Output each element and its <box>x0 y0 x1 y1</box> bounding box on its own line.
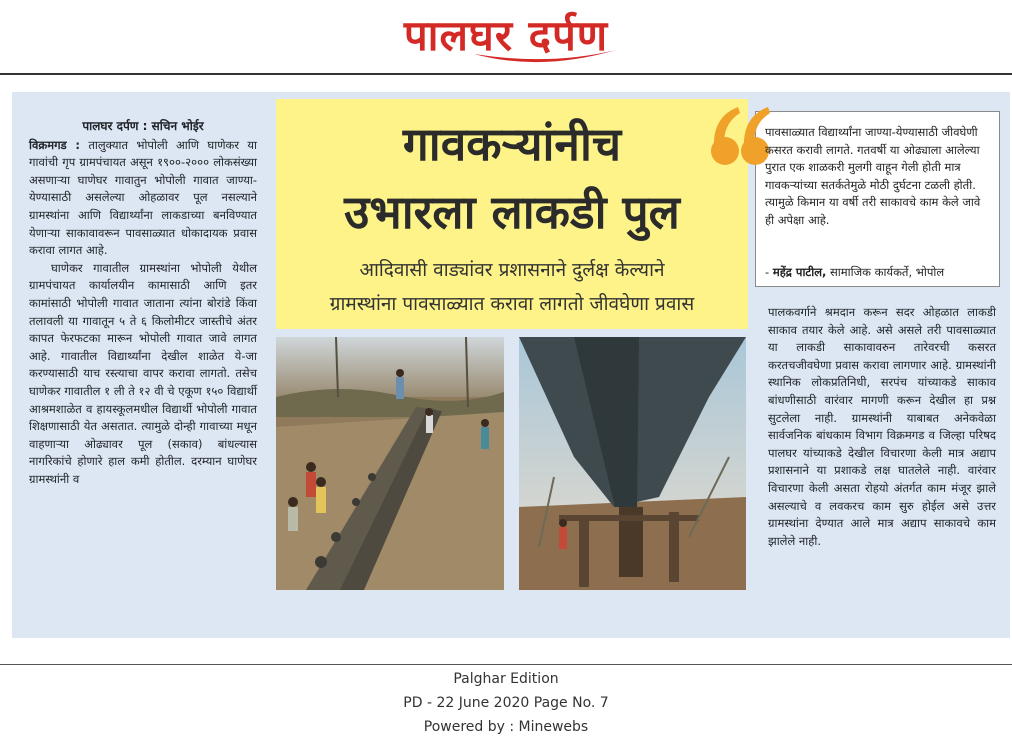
attribution-name: महेंद्र पाटील, <box>772 265 827 279</box>
article-column-right <box>768 304 996 550</box>
attribution-role: सामाजिक कार्यकर्ते, भोपोल <box>826 265 945 279</box>
pull-quote-text: पावसाळ्यात विद्यार्थ्यांना जाण्या-येण्यासाठी जीवघेणी कसरत करावी लागते. गतवर्षी या ओढ्याला आलेल्या पुरात एक शाळकरी मुलगी वाहून गेली होती मात्र गावकऱ्यांच्या सतर्कतेमुळे मोठी दुर्घटना टळली होती. त्यामुळे किमान या वर्षी तरी साकावचे काम केले जावे ही अपेक्षा आहे. <box>765 125 981 227</box>
newspaper-logo: पालघर दर्पण <box>403 11 609 60</box>
dateline: विक्रमगड : <box>29 137 80 152</box>
article-column-left <box>29 118 257 488</box>
logo-swoosh-icon <box>470 46 620 68</box>
article-paragraph <box>29 137 257 260</box>
photo-wooden-bridge-underside <box>519 337 746 590</box>
footer-issue-info: PD - 22 June 2020 Page No. 7 <box>403 695 609 711</box>
photo-villagers-building-bridge <box>276 337 504 590</box>
masthead <box>0 0 1012 72</box>
attribution-prefix: - <box>765 265 773 279</box>
subheadline-line-1: आदिवासी वाड्यांवर प्रशासनाने दुर्लक्ष केल्याने <box>359 259 665 281</box>
paragraph-3-text: पालकवर्गाने श्रमदान करून सदर ओहळात लाकडी साकाव तयार केले आहे. असे असले तरी पावसाळ्यात या लाकडी साकावावरुन तारेवरची कसरत करतचजीवघेणा प्रवास करावा लागणार आहे. ग्रामस्थांनी स्थानिक लोकप्रतिनिधी, सरपंच यांच्याकडे साकाव बांधणीसाठी वारंवार मागणी करून देखील हा प्रश्न सुटलेला नाही. ग्रामस्थांनी याबाबत अनेकवेळा सार्वजनिक बांधकाम विभाग विक्रमगड व जिल्हा परिषद पालघर यांच्याकडे देखील विचारणा केली मात्र अद्याप प्रशासनाने या प्रशाकडे लक्ष घातलेले नाही. वारंवार विचारणा केली असता रोहयो अंतर्गत काम मंजूर झाले असल्याचे व लवकरच काम सुरु होईल असे उत्तर ग्रामस्थांना देण्यात आले मात्र अद्याप साकावचे काम झालेले नाही. <box>768 305 996 548</box>
footer-powered-by: Powered by : Minewebs <box>423 719 589 735</box>
quote-mark-icon <box>708 103 772 173</box>
masthead-divider <box>0 73 1012 75</box>
headline-line-1: गावकऱ्यांनीच <box>402 117 622 171</box>
byline: पालघर दर्पण : सचिन भोईर <box>82 119 204 133</box>
footer-divider <box>0 664 1012 665</box>
footer-edition: Palghar Edition <box>453 671 559 687</box>
headline-line-2: उभारला लाकडी पुल <box>344 185 680 239</box>
subheadline-line-2: ग्रामस्थांना पावसाळ्यात करावा लागतो जीवघेणा प्रवास <box>329 293 695 315</box>
paragraph-1-text: तालुक्यात भोपोली आणि घाणेकर या गावांची गृप ग्रामपंचायत असून १९००-२००० लोकसंख्या असणाऱ्या घाणेघर गावातुन भोपोली गावात जाण्या-येण्यासाठी असलेल्या ओहळावर पूल नसल्याने ग्रामस्थांना आणि विद्यार्थ्यांना लाकडाच्या बनविण्यात येणाऱ्या साकावावरून पावसाळ्यात धोकादायक प्रवास करावा लागत आहे. <box>29 137 258 258</box>
paragraph-2-text: घाणेकर गावातील ग्रामस्थांना भोपोली येथील ग्रामपंचायत कार्यालयीन कामासाठी आणि इतर कामांसाठी भोपोली गावात जाताना त्यांना बोरांडे किंवा तलावली या गावातून ५ ते ६ किलोमीटर जास्तीचे अंतर कापत फेरफटका मारून भोपोली गावात जावे लागत आहे. गावातील विद्यार्थ्यांना देखील शाळेत ये-जा करण्यासाठी याच रस्त्याचा वापर करावा लागतो. तसेच घाणेकर गावातील १ ली ते १२ वी चे एकूण १५० विद्यार्थी आश्रमशाळेत व हायस्कूलमधील विद्यार्थी भोपोली गावात शिक्षणासाठी येत असतात. त्यामुळे दोन्ही गावाच्या मधून वाहणाऱ्या ओढ्यावर पूल (सकाव) बांधल्यास नागरिकांचे होणारे हाल कमी होतील. दरम्यान घाणेघर ग्रामस्थांनी व <box>29 260 257 486</box>
pull-quote-attribution <box>765 265 997 280</box>
